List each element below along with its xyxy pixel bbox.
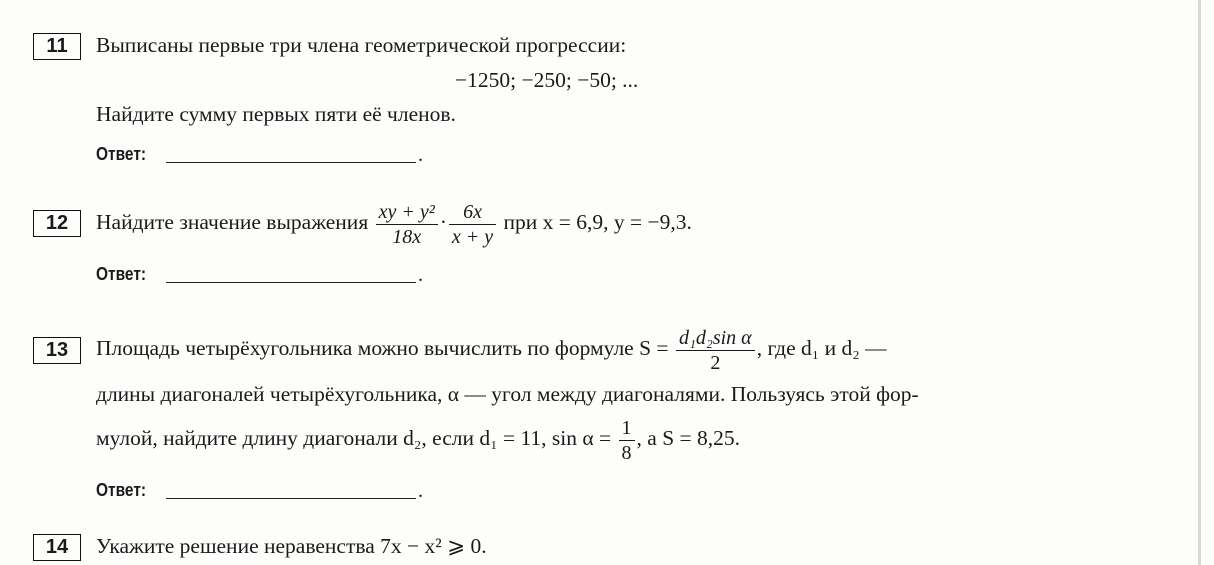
text-after-expression: при x = 6,9, y = −9,3. bbox=[503, 210, 692, 234]
answer-field[interactable] bbox=[166, 282, 416, 283]
task-number-box: 14 bbox=[33, 534, 81, 561]
text-before-expression: Найдите значение выражения bbox=[96, 210, 369, 234]
fraction-1-denominator: 18x bbox=[392, 225, 422, 248]
answer-field[interactable] bbox=[166, 162, 416, 163]
task-number-box: 11 bbox=[33, 33, 81, 60]
fraction-2 bbox=[449, 200, 496, 249]
area-formula-fraction bbox=[676, 326, 755, 375]
task-number-box: 13 bbox=[33, 337, 81, 364]
sine-numerator: 1 bbox=[619, 416, 635, 441]
fraction-1-numerator: xy + y² bbox=[376, 200, 438, 225]
formula-numerator: d₁d₂sin α bbox=[676, 326, 755, 351]
task-text bbox=[96, 196, 692, 249]
task-text-line-3 bbox=[96, 412, 740, 465]
sequence-terms: −1250; −250; −50; ... bbox=[455, 68, 639, 92]
sine-denominator: 8 bbox=[621, 441, 632, 464]
fraction-1 bbox=[376, 200, 438, 249]
task-text: Выписаны первые три члена геометрической прогрессии: bbox=[96, 33, 627, 57]
task-text-line-2: длины диагоналей четырёхугольника, α — угол между диагоналями. Пользуясь этой фор- bbox=[96, 382, 919, 406]
answer-label: Ответ: bbox=[96, 264, 147, 284]
text-after-sine-value: , а S = 8,25. bbox=[636, 426, 741, 450]
formula-denominator: 2 bbox=[710, 351, 721, 374]
sine-value-fraction bbox=[619, 416, 635, 465]
text-after-formula: , где d₁ и d₂ — bbox=[756, 336, 887, 360]
fraction-2-denominator: x + y bbox=[451, 225, 494, 248]
task-question: Найдите сумму первых пяти её членов. bbox=[96, 102, 456, 126]
fraction-2-numerator: 6x bbox=[449, 200, 496, 225]
multiplication-dot: · bbox=[439, 210, 447, 234]
answer-period: . bbox=[418, 480, 423, 502]
task-number-box: 12 bbox=[33, 210, 81, 237]
answer-field[interactable] bbox=[166, 498, 416, 499]
answer-period: . bbox=[418, 144, 423, 166]
answer-period: . bbox=[418, 264, 423, 286]
answer-label: Ответ: bbox=[96, 144, 147, 164]
page-edge-shadow bbox=[1198, 0, 1201, 565]
task-text: Укажите решение неравенства 7x − x² ⩾ 0. bbox=[96, 534, 487, 558]
answer-label: Ответ: bbox=[96, 480, 147, 500]
task-text-line-1 bbox=[96, 322, 887, 375]
text-before-formula: Площадь четырёхугольника можно вычислить по формуле S = bbox=[96, 336, 669, 360]
text-before-sine-value: мулой, найдите длину диагонали d₂, если d₁ = 11, sin α = bbox=[96, 426, 612, 450]
